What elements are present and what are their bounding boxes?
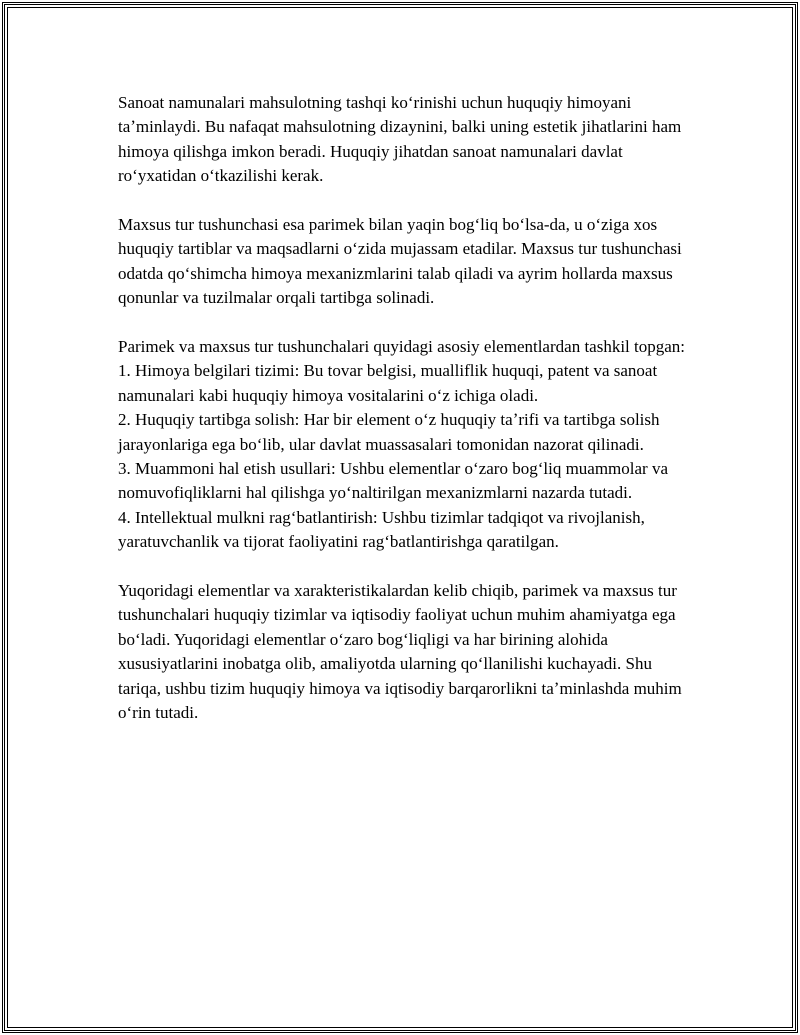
- elements-list: [118, 359, 698, 554]
- list-item: 1. Himoya belgilari tizimi: Bu tovar belgisi, mualliflik huquqi, patent va sanoat namunalari kabi huquqiy himoya vositalarini oʻz ichiga oladi.: [118, 361, 658, 405]
- list-item: 4. Intellektual mulkni ragʻbatlantirish: Ushbu tizimlar tadqiqot va rivojlanish, yaratuvchanlik va tijorat faoliyatini ragʻbatlantirishga qaratilgan.: [118, 507, 645, 552]
- list-item: 2. Huquqiy tartibga solish: Har bir element oʻz huquqiy taʼrifi va tartibga solish jarayonlariga ega boʻlib, ular davlat muassasalari tomonidan nazorat qilinadi.: [118, 410, 660, 454]
- paragraph-elements-intro: Parimek va maxsus tur tushunchalari quyidagi asosiy elementlardan tashkil topgan:: [118, 337, 686, 357]
- list-item: 3. Muammoni hal etish usullari: Ushbu elementlar oʻzaro bogʻliq muammolar va nomuvofiqliklarni hal qilishga yoʻnaltirilgan mexanizmlarni nazarda tutadi.: [118, 459, 669, 503]
- paragraph-industrial-designs: Sanoat namunalari mahsulotning tashqi koʻrinishi uchun huquqiy himoyani taʼminlaydi. Bu nafaqat mahsulotning dizaynini, balki uning estetik jihatlarini ham himoya qilishga imkon beradi. Huquqiy jihatdan sanoat namunalari davlat roʻyxatidan oʻtkazilishi kerak.: [118, 93, 682, 186]
- document-body: [118, 91, 698, 750]
- paragraph-conclusion: Yuqoridagi elementlar va xarakteristikalardan kelib chiqib, parimek va maxsus tur tushunchalari huquqiy tizimlar va iqtisodiy faoliyat uchun muhim ahamiyatga ega boʻladi. Yuqoridagi elementlar oʻzaro bogʻliqligi va har birining alohida xususiyatlarini inobatga olib, amaliyotda ularning qoʻllanilishi kuchayadi. Shu tariqa, ushbu tizim huquqiy himoya va iqtisodiy barqarorlikni taʼminlashda muhim oʻrin tutadi.: [118, 581, 682, 723]
- paragraph-special-type: Maxsus tur tushunchasi esa parimek bilan yaqin bogʻliq boʻlsa-da, u oʻziga xos huquqiy tartiblar va maqsadlarni oʻzida mujassam etadilar. Maxsus tur tushunchasi odatda qoʻshimcha himoya mexanizmlarini talab qiladi va ayrim hollarda maxsus qonunlar va tuzilmalar orqali tartibga solinadi.: [118, 215, 682, 308]
